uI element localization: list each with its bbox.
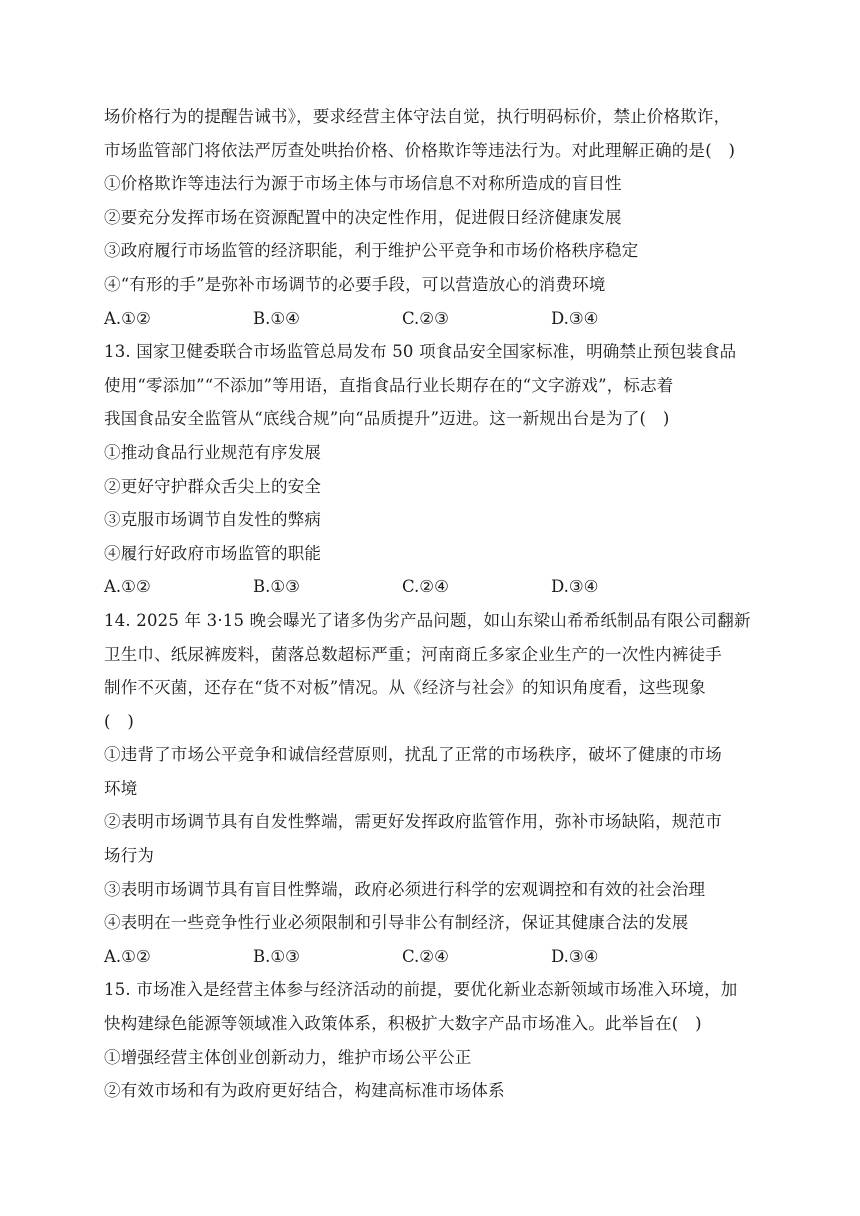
question-14-statement-2-cont: 场行为 [104, 846, 155, 866]
question-14-statement-4: ④表明在一些竞争性行业必须限制和引导非公有制经济，保证其健康合法的发展 [104, 913, 689, 933]
question-12-statement-4: ④“有形的手”是弥补市场调节的必要手段，可以营造放心的消费环境 [104, 274, 606, 294]
question-12-stem-line: 市场监管部门将依法严厉查处哄抬价格、价格欺诈等违法行为。对此理解正确的是( ) [104, 140, 736, 160]
question-12-options [104, 302, 764, 336]
option-d: D.③④ [551, 308, 599, 328]
question-12-statement-1: ①价格欺诈等违法行为源于市场主体与市场信息不对称所造成的盲目性 [104, 174, 622, 194]
option-d: D.③④ [551, 946, 599, 966]
question-15-statement-2: ②有效市场和有为政府更好结合，构建高标准市场体系 [104, 1081, 505, 1101]
option-c: C.②④ [402, 946, 449, 966]
option-a: A.①② [104, 577, 151, 597]
question-12-statement-3: ③政府履行市场监管的经济职能，利于维护公平竞争和市场价格秩序稳定 [104, 241, 639, 261]
option-c: C.②③ [402, 308, 449, 328]
question-14 [104, 604, 764, 974]
question-12-stem-line: 场价格行为的提醒告诫书》，要求经营主体守法自觉，执行明码标价，禁止价格欺诈， [104, 107, 731, 126]
question-14-stem-line: 14. 2025 年 3·15 晚会曝光了诸多伪劣产品问题，如山东梁山希希纸制品有限公司翻新 [104, 610, 751, 630]
question-15-stem-line: 15. 市场准入是经营主体参与经济活动的前提，要优化新业态新领域市场准入环境，加 [104, 980, 738, 1000]
question-13-stem-line: 使用“零添加”“不添加”等用语，直指食品行业长期存在的“文字游戏”，标志着 [104, 375, 674, 395]
question-13-stem-line: 我国食品安全监管从“底线合规”向“品质提升”迈进。这一新规出台是为了( ) [104, 409, 670, 429]
question-14-statement-3: ③表明市场调节具有盲目性弊端，政府必须进行科学的宏观调控和有效的社会治理 [104, 879, 706, 899]
question-13-stem-line: 13. 国家卫健委联合市场监管总局发布 50 项食品安全国家标准，明确禁止预包装食品 [104, 342, 737, 362]
question-14-statement-2: ②表明市场调节具有自发性弊端，需更好发挥政府监管作用，弥补市场缺陷，规范市 [104, 812, 722, 832]
question-14-answer-blank: ( ) [104, 711, 134, 731]
question-14-statement-1-cont: 环境 [104, 778, 138, 798]
question-13-statement-2: ②更好守护群众舌尖上的安全 [104, 476, 322, 496]
question-13-statement-3: ③克服市场调节自发性的弊病 [104, 510, 322, 530]
option-b: B.①③ [253, 577, 300, 597]
option-a: A.①② [104, 308, 151, 328]
question-15-statement-1: ①增强经营主体创业创新动力，维护市场公平公正 [104, 1047, 472, 1067]
question-14-stem-line: 卫生巾、纸尿裤废料，菌落总数超标严重；河南商丘多家企业生产的一次性内裤徒手 [104, 644, 722, 664]
question-14-options [104, 940, 764, 974]
question-14-statement-1: ①违背了市场公平竞争和诚信经营原则，扰乱了正常的市场秩序，破坏了健康的市场 [104, 745, 722, 765]
option-d: D.③④ [551, 577, 599, 597]
option-c: C.②④ [402, 577, 449, 597]
question-13 [104, 335, 764, 604]
question-12 [104, 100, 764, 335]
question-14-stem-line: 制作不灭菌，还存在“货不对板”情况。从《经济与社会》的知识角度看，这些现象 [104, 678, 706, 698]
option-b: B.①③ [253, 946, 300, 966]
option-a: A.①② [104, 946, 151, 966]
question-15-stem-line: 快构建绿色能源等领域准入政策体系，积极扩大数字产品市场准入。此举旨在( ) [104, 1014, 702, 1034]
question-12-statement-2: ②要充分发挥市场在资源配置中的决定性作用，促进假日经济健康发展 [104, 207, 622, 227]
question-13-statement-4: ④履行好政府市场监管的职能 [104, 543, 322, 563]
question-13-options [104, 570, 764, 604]
question-15 [104, 973, 764, 1107]
document-page [104, 100, 764, 1108]
question-13-statement-1: ①推动食品行业规范有序发展 [104, 442, 322, 462]
option-b: B.①④ [253, 308, 300, 328]
